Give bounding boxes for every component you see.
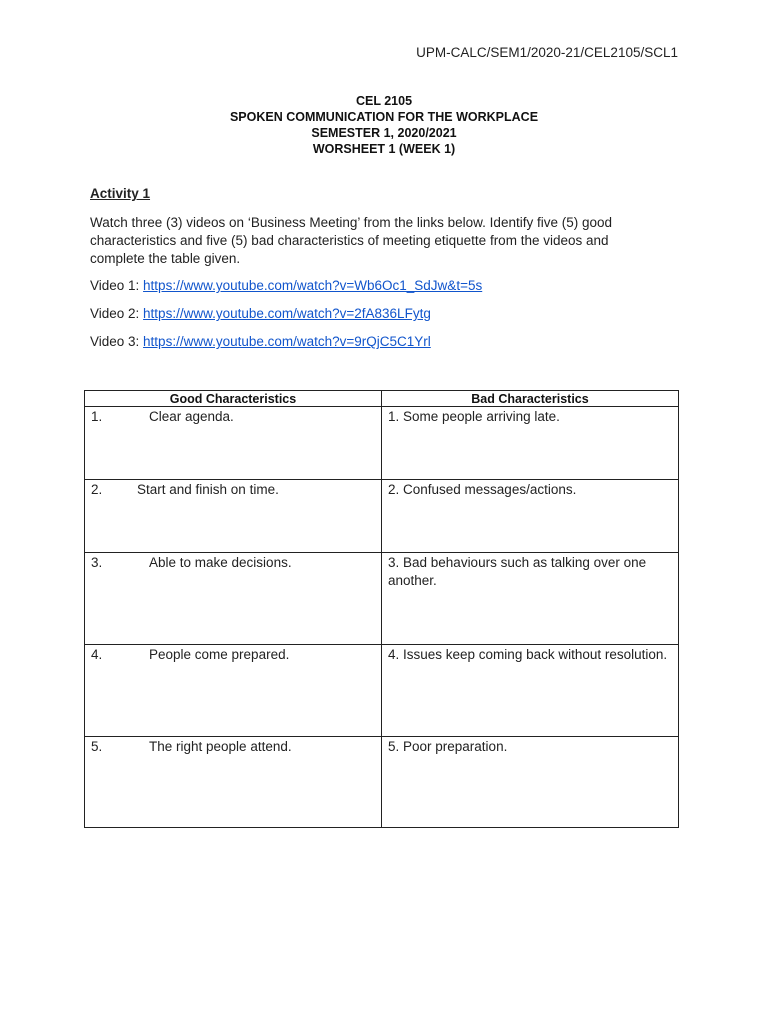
characteristics-table xyxy=(84,390,679,828)
bad-cell[interactable]: 5. Poor preparation. xyxy=(382,737,679,828)
table-row xyxy=(85,737,679,828)
bad-cell[interactable]: 4. Issues keep coming back without resolution. xyxy=(382,645,679,737)
activity-heading: Activity 1 xyxy=(90,186,151,201)
activity-instructions: Watch three (3) videos on ‘Business Meeting’ from the links below. Identify five (5) good characteristics and five (5) bad characteristics of meeting etiquette from the videos and complete the table given. xyxy=(90,215,612,266)
table-row xyxy=(85,407,679,480)
good-number: 3. xyxy=(91,555,103,570)
good-cell[interactable] xyxy=(85,480,382,553)
semester: SEMESTER 1, 2020/2021 xyxy=(311,126,457,140)
good-text: Able to make decisions. xyxy=(149,555,292,570)
bad-cell[interactable]: 3. Bad behaviours such as talking over one another. xyxy=(382,553,679,645)
video-3-line xyxy=(90,334,431,349)
good-text: Start and finish on time. xyxy=(137,482,279,497)
table-row xyxy=(85,553,679,645)
bad-cell[interactable]: 2. Confused messages/actions. xyxy=(382,480,679,553)
worksheet-title: WORSHEET 1 (WEEK 1) xyxy=(312,142,456,156)
video-3-label: Video 3: xyxy=(90,334,144,349)
document-code: UPM-CALC/SEM1/2020-21/CEL2105/SCL1 xyxy=(416,45,678,60)
good-text: Clear agenda. xyxy=(149,409,234,424)
title-block xyxy=(0,93,768,157)
video-2-line xyxy=(90,306,431,321)
course-name: SPOKEN COMMUNICATION FOR THE WORKPLACE xyxy=(229,110,539,124)
table-row xyxy=(85,480,679,553)
video-3-link[interactable]: https://www.youtube.com/watch?v=9rQjC5C1Yrl xyxy=(143,334,431,349)
video-1-link[interactable]: https://www.youtube.com/watch?v=Wb6Oc1_SdJw&t=5s xyxy=(143,278,483,293)
video-2-link[interactable]: https://www.youtube.com/watch?v=2fA836LFytg xyxy=(143,306,431,321)
good-cell[interactable] xyxy=(85,737,382,828)
good-number: 5. xyxy=(91,739,103,754)
good-number: 2. xyxy=(91,482,103,497)
good-cell[interactable] xyxy=(85,407,382,480)
video-2-label: Video 2: xyxy=(90,306,144,321)
bad-cell[interactable]: 1. Some people arriving late. xyxy=(382,407,679,480)
good-characteristics-header: Good Characteristics xyxy=(85,391,382,407)
good-cell[interactable] xyxy=(85,553,382,645)
course-code: CEL 2105 xyxy=(355,94,413,108)
good-text: People come prepared. xyxy=(149,647,290,662)
bad-characteristics-header: Bad Characteristics xyxy=(382,391,679,407)
good-text: The right people attend. xyxy=(149,739,292,754)
table-header-row xyxy=(85,391,679,407)
video-1-line xyxy=(90,278,482,293)
table-row xyxy=(85,645,679,737)
good-cell[interactable] xyxy=(85,645,382,737)
good-number: 4. xyxy=(91,647,103,662)
good-number: 1. xyxy=(91,409,103,424)
video-1-label: Video 1: xyxy=(90,278,144,293)
